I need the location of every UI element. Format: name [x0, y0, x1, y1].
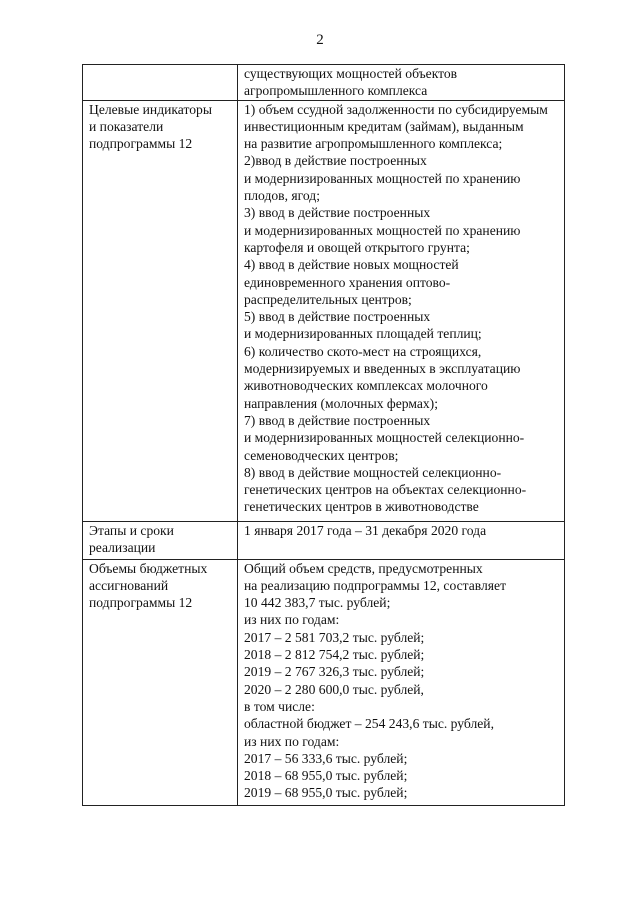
row-value-line: 4) ввод в действие новых мощностей: [244, 257, 459, 273]
table-row-target-indicators: [83, 100, 565, 521]
row-value-line: инвестиционным кредитам (займам), выданным: [244, 118, 524, 134]
row-label-line: реализации: [89, 539, 156, 555]
row-label-line: ассигнований: [89, 577, 169, 593]
row-label-line: и показатели: [89, 118, 164, 134]
row-value-line: 2020 – 2 280 600,0 тыс. рублей,: [244, 681, 424, 697]
row-value-line: и модернизированных мощностей селекционно-: [244, 430, 525, 446]
row-value-line: 2019 – 2 767 326,3 тыс. рублей;: [244, 664, 425, 680]
row-value-line: 2018 – 2 812 754,2 тыс. рублей;: [244, 647, 425, 663]
row-value-line: направления (молочных фермах);: [244, 395, 438, 411]
row-value-line: на развитие агропромышленного комплекса;: [244, 136, 503, 152]
row-value-line: в том числе:: [244, 698, 315, 714]
row-value-line: семеноводческих центров;: [244, 447, 399, 463]
row-value-line: 2019 – 68 955,0 тыс. рублей;: [244, 785, 408, 801]
table-row-budget: [83, 559, 565, 805]
row-value-line: 3) ввод в действие построенных: [244, 205, 431, 221]
row-value-line: 2017 – 2 581 703,2 тыс. рублей;: [244, 629, 425, 645]
row-value-cell: [238, 521, 565, 559]
row-value-line: и модернизированных мощностей по хранению: [244, 222, 521, 238]
row-value-line: 1 января 2017 года – 31 декабря 2020 года: [244, 522, 487, 538]
row-label-line: подпрограммы 12: [89, 595, 193, 611]
row-value-line: областной бюджет – 254 243,6 тыс. рублей,: [244, 716, 494, 732]
row-label-cell: [83, 65, 238, 101]
row-value-line: модернизируемых и введенных в эксплуатацию: [244, 361, 521, 377]
row-label-line: Целевые индикаторы: [89, 101, 212, 117]
passport-table: [82, 64, 565, 806]
row-value-line: из них по годам:: [244, 612, 340, 628]
row-value-line: 2)ввод в действие построенных: [244, 153, 427, 169]
row-value-line: на реализацию подпрограммы 12, составляет: [244, 577, 507, 593]
row-value-line: 2018 – 68 955,0 тыс. рублей;: [244, 768, 408, 784]
row-value-line: картофеля и овощей открытого грунта;: [244, 239, 470, 255]
row-value-line: агропромышленного комплекса: [244, 83, 428, 99]
row-value-line: генетических центров в животноводстве: [244, 499, 479, 515]
row-value-line: 8) ввод в действие мощностей селекционно-: [244, 464, 502, 480]
page-number: 2: [316, 32, 324, 48]
row-value-line: существующих мощностей объектов: [244, 66, 458, 81]
row-value-line: плодов, ягод;: [244, 188, 320, 204]
row-label-line: Этапы и сроки: [89, 522, 174, 538]
row-label-cell: [83, 521, 238, 559]
row-value-line: распределительных центров;: [244, 291, 412, 307]
row-value-line: Общий объем средств, предусмотренных: [244, 560, 483, 576]
table-row-stages: [83, 521, 565, 559]
row-value-cell: [238, 100, 565, 521]
row-value-line: животноводческих комплексах молочного: [244, 378, 488, 394]
row-value-line: 2017 – 56 333,6 тыс. рублей;: [244, 750, 408, 766]
row-value-line: 6) количество ското-мест на строящихся,: [244, 343, 482, 359]
row-label-line: подпрограммы 12: [89, 136, 193, 152]
row-value-line: 7) ввод в действие построенных: [244, 412, 431, 428]
table-row-continuation: [83, 65, 565, 101]
row-value-cell: [238, 559, 565, 805]
row-label-line: Объемы бюджетных: [89, 560, 208, 576]
row-value-line: генетических центров на объектах селекционно-: [244, 482, 527, 498]
row-value-line: 1) объем ссудной задолженности по субсидируемым: [244, 101, 548, 117]
row-label-cell: [83, 100, 238, 521]
row-value-line: 5) ввод в действие построенных: [244, 309, 431, 325]
row-value-line: единовременного хранения оптово-: [244, 274, 451, 290]
row-value-cell: [238, 65, 565, 101]
row-label-cell: [83, 559, 238, 805]
row-value-line: из них по годам:: [244, 733, 340, 749]
row-value-line: и модернизированных площадей теплиц;: [244, 326, 482, 342]
row-value-line: 10 442 383,7 тыс. рублей;: [244, 595, 391, 611]
row-value-line: и модернизированных мощностей по хранению: [244, 170, 521, 186]
